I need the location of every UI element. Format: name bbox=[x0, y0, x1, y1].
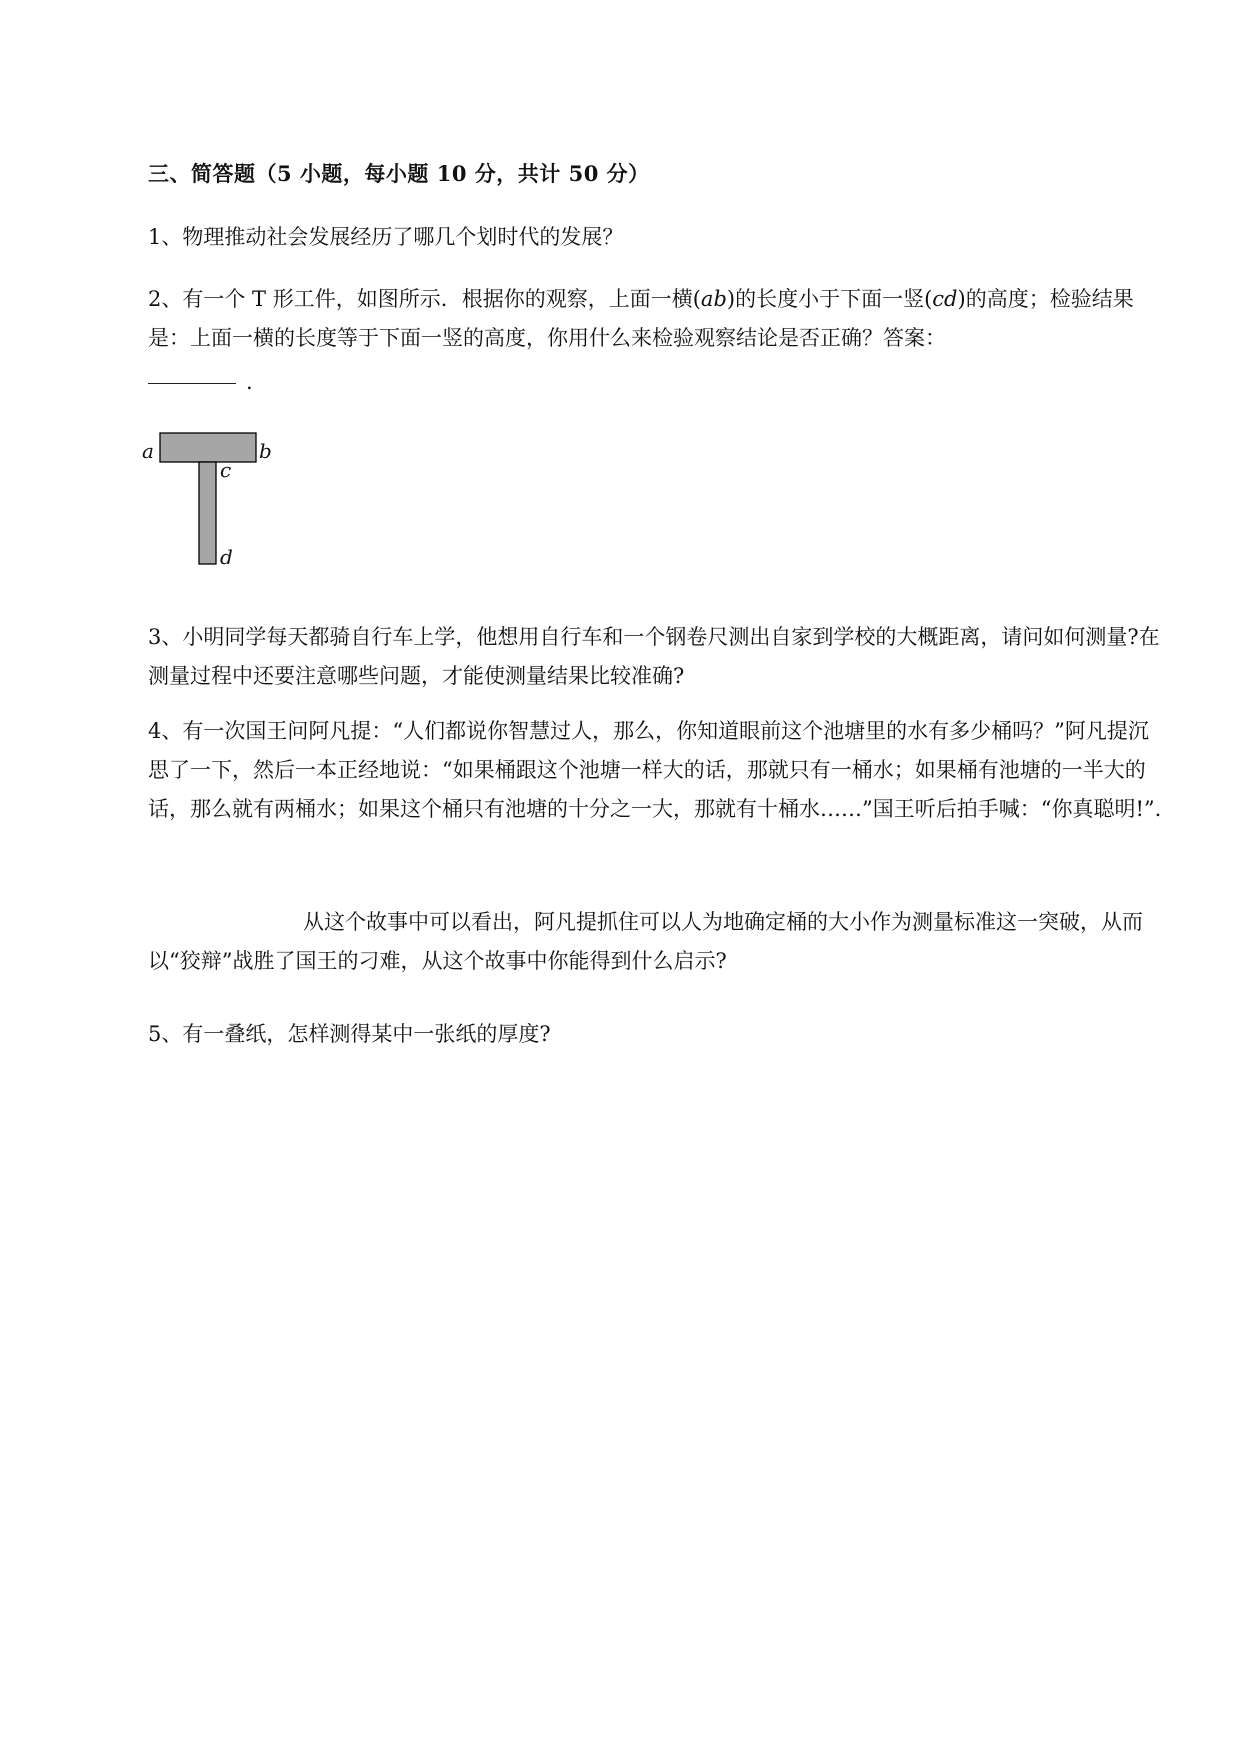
answer-blank-line bbox=[148, 383, 236, 384]
question-2-text-part1: 2、有一个 T 形工件，如图所示．根据你的观察，上面一横( bbox=[148, 287, 701, 311]
label-a: a bbox=[142, 439, 154, 463]
label-b: b bbox=[259, 439, 272, 463]
question-2-cd: cd bbox=[932, 287, 958, 311]
question-2-ab: ab bbox=[700, 287, 727, 311]
question-4-continuation: 从这个故事中可以看出，阿凡提抓住可以人为地确定桶的大小作为测量标准这一突破，从而以“狡辩”战胜了国王的刁难，从这个故事中你能得到什么启示? bbox=[148, 910, 1143, 973]
question-1: 1、物理推动社会发展经历了哪几个划时代的发展？ bbox=[148, 225, 624, 249]
t-shape-horizontal-bar bbox=[160, 433, 256, 462]
section-title: 三、简答题（5 小题，每小题 10 分，共计 50 分） bbox=[148, 161, 650, 186]
question-2-text-part2: )的长度小于下面一竖( bbox=[726, 287, 933, 311]
answer-blank-period: . bbox=[246, 370, 253, 394]
question-5: 5、有一叠纸，怎样测得某中一张纸的厚度? bbox=[148, 1022, 551, 1046]
question-2-text-part3: )的高度；检验结果是：上面一横的长度等于下面一竖的高度，你用什么来检验观察结论是否正确？答案： bbox=[148, 287, 1134, 350]
question-3: 3、小明同学每天都骑自行车上学，他想用自行车和一个钢卷尺测出自家到学校的大概距离，请问如何测量?在测量过程中还要注意哪些问题，才能使测量结果比较准确? bbox=[148, 625, 1160, 688]
label-d: d bbox=[220, 545, 233, 569]
answer-blank bbox=[148, 370, 253, 394]
question-2 bbox=[148, 280, 1168, 358]
question-4: 4、有一次国王问阿凡提：“人们都说你智慧过人，那么，你知道眼前这个池塘里的水有多少桶吗？”阿凡提沉思了一下，然后一本正经地说：“如果桶跟这个池塘一样大的话，那就只有一桶水；如果桶有池塘的一半大的话，那么就有两桶水；如果这个桶只有池塘的十分之一大，那就有十桶水……”国王听后拍手喊：“你真聪明!”. bbox=[148, 719, 1162, 821]
t-shaped-workpiece-figure bbox=[140, 432, 280, 572]
t-shape-vertical-bar bbox=[199, 462, 216, 564]
label-c: c bbox=[220, 458, 232, 482]
